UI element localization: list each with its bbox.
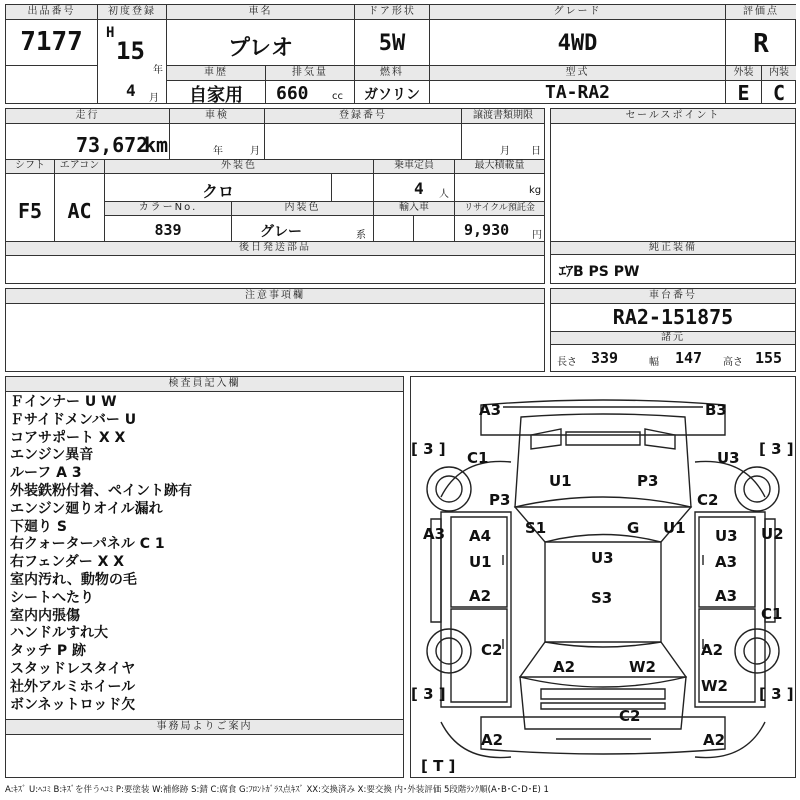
exterior-grade: E bbox=[737, 81, 750, 105]
fuel-label: 燃料 bbox=[355, 66, 429, 81]
height-label: 高さ bbox=[723, 357, 743, 368]
door-type: 5W bbox=[378, 31, 406, 56]
sales-point-label: セールスポイント bbox=[551, 109, 795, 124]
dmg-mark: U1 bbox=[469, 553, 492, 571]
dmg-mark: C2 bbox=[619, 707, 641, 725]
mileage-label: 走行 bbox=[6, 109, 169, 124]
inspector-label: 検査員記入欄 bbox=[6, 377, 403, 392]
note-line: ルーフ A 3 bbox=[10, 465, 82, 482]
note-line: 社外アルミホイール bbox=[10, 678, 136, 695]
dmg-mark: S3 bbox=[591, 589, 613, 607]
note-line: 下廻り S bbox=[10, 518, 67, 535]
displacement: 660 bbox=[276, 83, 309, 104]
dmg-mark: U3 bbox=[591, 549, 614, 567]
ac-label: エアコン bbox=[55, 160, 104, 173]
capacity-unit: 人 bbox=[439, 189, 449, 200]
max-load-unit: kg bbox=[529, 185, 542, 196]
auction-score: R bbox=[753, 29, 769, 59]
recycle-label: リサイクル預託金 bbox=[455, 202, 544, 215]
note-line: コアサポート X X bbox=[10, 429, 126, 446]
inspection-year-unit: 年 bbox=[213, 146, 223, 157]
dmg-mark: U1 bbox=[663, 519, 686, 537]
later-parts-label: 後日発送部品 bbox=[6, 242, 544, 255]
year-unit: 年 bbox=[153, 65, 163, 76]
note-line: Ｆインナー U W bbox=[10, 394, 117, 410]
transfer-month-unit: 月 bbox=[500, 146, 510, 157]
capacity: 4 bbox=[414, 179, 424, 198]
interior-grade: C bbox=[772, 81, 786, 105]
recycle-fee: 9,930 bbox=[464, 221, 510, 239]
dmg-mark: B3 bbox=[705, 401, 727, 419]
inspection-label: 車検 bbox=[170, 109, 264, 124]
displacement-label: 排気量 bbox=[266, 66, 354, 81]
caution-label: 注意事項欄 bbox=[6, 289, 544, 304]
note-line: 右クォーターパネル C 1 bbox=[10, 536, 165, 553]
width-label: 幅 bbox=[649, 357, 659, 368]
damage-legend: A:ｷｽﾞ U:ﾍｺﾐ B:ｷｽﾞを伴うﾍｺﾐ P:要塗装 W:補修跡 S:錆 C:腐食 G:ﾌﾛﾝﾄｶﾞﾗｽ点ｷｽﾞ XX:交換済み X:要交換 内･外装評価 5段階ﾗﾝｸ順(A･B･C･D･E) 1 bbox=[5, 785, 549, 795]
car-name: プレオ bbox=[227, 36, 294, 61]
note-line: 外装鉄粉付着、ペイント跡有 bbox=[10, 482, 192, 499]
inspector-box bbox=[5, 376, 404, 778]
sales-point-box bbox=[550, 108, 796, 284]
note-line: 室内内張傷 bbox=[10, 607, 80, 624]
note-line: スタッドレスタイヤ bbox=[10, 660, 136, 677]
dmg-mark: W2 bbox=[629, 658, 656, 676]
chassis-number: RA2-151875 bbox=[612, 305, 734, 329]
mileage-box bbox=[5, 108, 545, 284]
int-color-label: 内装色 bbox=[232, 202, 373, 215]
tire-mark: [ 3 ] bbox=[759, 440, 794, 458]
caution-box bbox=[5, 288, 545, 372]
dmg-mark: A4 bbox=[469, 527, 492, 545]
note-line: ハンドルすれ大 bbox=[10, 625, 108, 642]
reg-no-label: 登録番号 bbox=[265, 109, 461, 124]
month-unit: 月 bbox=[149, 93, 159, 104]
air-conditioner: AC bbox=[67, 199, 92, 223]
era: H bbox=[106, 25, 115, 41]
car-diagram-box bbox=[410, 376, 796, 778]
dmg-mark: C2 bbox=[481, 641, 503, 659]
dmg-mark: A3 bbox=[715, 587, 738, 605]
header-box bbox=[5, 4, 796, 104]
equipment: ｴｱB PS PW bbox=[559, 264, 640, 280]
dmg-mark: P3 bbox=[489, 491, 511, 509]
transfer-day-unit: 日 bbox=[531, 146, 541, 157]
dmg-mark: U1 bbox=[549, 472, 572, 490]
int-color-suffix: 系 bbox=[356, 230, 366, 241]
tire-mark: [ 3 ] bbox=[411, 440, 446, 458]
dmg-mark: W2 bbox=[701, 677, 728, 695]
mileage: 73,672 bbox=[76, 133, 149, 157]
dmg-mark: S1 bbox=[525, 519, 547, 537]
inspection-month-unit: 月 bbox=[250, 146, 260, 157]
chassis-box bbox=[550, 288, 796, 372]
first-reg-label: 初度登録 bbox=[98, 5, 166, 20]
note-line: ボンネットロッド欠 bbox=[10, 696, 136, 713]
width: 147 bbox=[675, 349, 703, 367]
note-line: タッチ P 跡 bbox=[10, 643, 87, 660]
trunk-mark: [ T ] bbox=[421, 757, 456, 775]
dmg-mark: U2 bbox=[761, 525, 784, 543]
dmg-mark: A3 bbox=[715, 553, 738, 571]
int-color: グレー bbox=[260, 224, 302, 240]
length-label: 長さ bbox=[557, 357, 577, 368]
note-line: エンジン異音 bbox=[10, 447, 94, 464]
exterior-label: 外装 bbox=[726, 66, 761, 81]
dmg-mark: A2 bbox=[469, 587, 492, 605]
dmg-mark: A2 bbox=[701, 641, 724, 659]
color-no-label: カラーNo. bbox=[105, 202, 231, 215]
dmg-mark: A2 bbox=[553, 658, 576, 676]
dmg-mark: P3 bbox=[637, 472, 659, 490]
displacement-unit: cc bbox=[332, 91, 343, 102]
capacity-label: 乗車定員 bbox=[374, 160, 454, 173]
grade-label: グレード bbox=[430, 5, 725, 20]
tire-mark: [ 3 ] bbox=[759, 685, 794, 703]
model-label: 型式 bbox=[430, 66, 725, 81]
fuel: ガソリン bbox=[364, 87, 420, 103]
tire-mark: [ 3 ] bbox=[411, 685, 446, 703]
note-line: Ｆサイドメンバー U bbox=[10, 411, 137, 428]
note-line: エンジン廻りオイル漏れ bbox=[10, 500, 163, 517]
dmg-mark: U3 bbox=[715, 527, 738, 545]
history-label: 車歴 bbox=[167, 66, 265, 81]
lot-number: 7177 bbox=[20, 27, 83, 57]
dmg-mark: A2 bbox=[703, 731, 726, 749]
max-load-label: 最大積載量 bbox=[455, 160, 544, 173]
interior-label: 内装 bbox=[762, 66, 796, 81]
equipment-label: 純正装備 bbox=[551, 242, 795, 255]
dmg-mark: G bbox=[627, 519, 640, 537]
lot-label: 出品番号 bbox=[6, 5, 97, 20]
model-code: TA-RA2 bbox=[544, 82, 611, 103]
inspector-notes bbox=[10, 394, 400, 714]
dmg-mark: C2 bbox=[697, 491, 719, 509]
mileage-unit: km bbox=[144, 133, 169, 157]
reg-year: 15 bbox=[116, 37, 145, 65]
note-line: 右フェンダー X X bbox=[10, 554, 125, 571]
note-line: シートへたり bbox=[10, 589, 94, 606]
ext-color-label: 外装色 bbox=[105, 160, 373, 173]
reg-month: 4 bbox=[126, 81, 136, 100]
import-label: 輸入車 bbox=[374, 202, 454, 215]
ext-color: クロ bbox=[201, 182, 234, 201]
score-label: 評価点 bbox=[726, 5, 796, 20]
history: 自家用 bbox=[189, 85, 243, 106]
office-label: 事務局よりご案内 bbox=[6, 720, 403, 735]
shift: F5 bbox=[17, 199, 43, 223]
recycle-unit: 円 bbox=[532, 230, 542, 241]
dmg-mark: A2 bbox=[481, 731, 504, 749]
transfer-label: 譲渡書類期限 bbox=[462, 109, 544, 124]
dmg-mark: C1 bbox=[761, 605, 783, 623]
height: 155 bbox=[755, 349, 783, 367]
dmg-mark: A3 bbox=[479, 401, 502, 419]
length: 339 bbox=[591, 349, 619, 367]
note-line: 室内汚れ、動物の毛 bbox=[10, 571, 137, 588]
car-diagram bbox=[411, 377, 795, 777]
dmg-mark: U3 bbox=[717, 449, 740, 467]
specs-label: 諸元 bbox=[551, 332, 795, 345]
grade: 4WD bbox=[557, 31, 598, 56]
dmg-mark: A3 bbox=[423, 525, 446, 543]
door-label: ドア形状 bbox=[355, 5, 429, 20]
color-no: 839 bbox=[154, 221, 182, 239]
chassis-label: 車台番号 bbox=[551, 289, 795, 304]
dmg-mark: C1 bbox=[467, 449, 489, 467]
shift-label: シフト bbox=[6, 160, 54, 173]
car-name-label: 車名 bbox=[167, 5, 354, 20]
